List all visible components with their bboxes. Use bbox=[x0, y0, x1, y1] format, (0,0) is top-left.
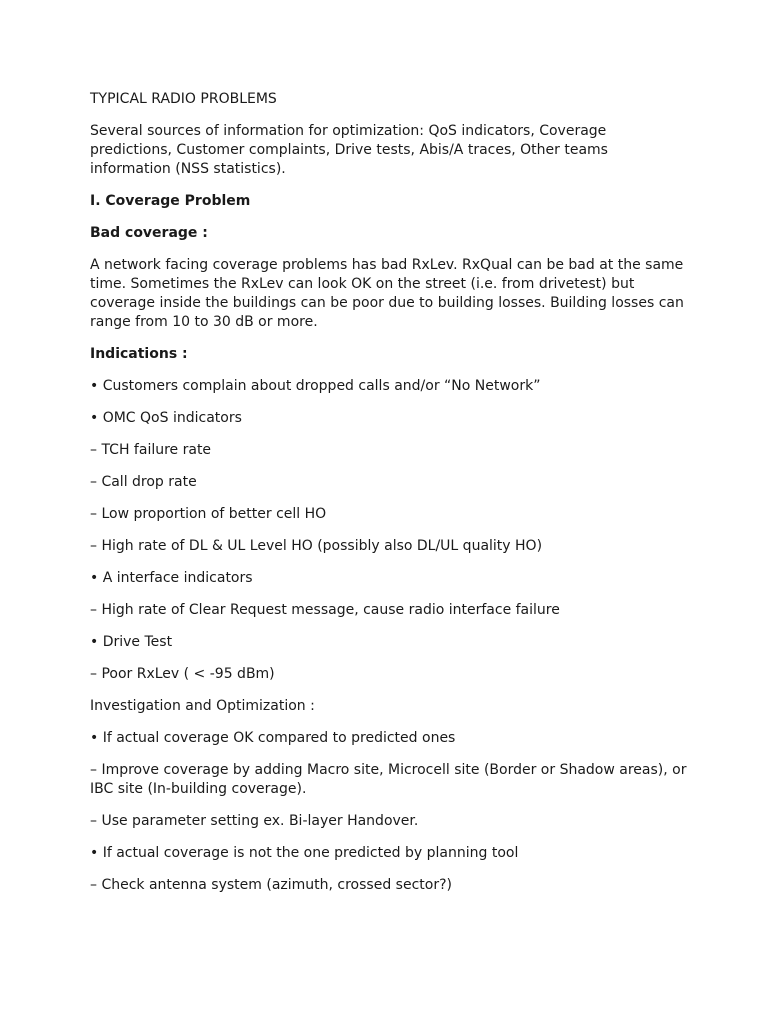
investigation-item: – Improve coverage by adding Macro site, Microcell site (Border or Shadow areas), or IBC site (In-building coverage). bbox=[90, 762, 687, 797]
section-heading: I. Coverage Problem bbox=[90, 193, 251, 209]
indication-item: – TCH failure rate bbox=[90, 442, 212, 458]
indication-item: – High rate of Clear Request message, cause radio interface failure bbox=[90, 602, 560, 618]
document-page bbox=[90, 90, 690, 895]
indication-item: • Drive Test bbox=[90, 634, 173, 650]
investigation-item: • If actual coverage OK compared to predicted ones bbox=[90, 730, 456, 746]
indication-item: – Call drop rate bbox=[90, 474, 197, 490]
indications-heading: Indications : bbox=[90, 346, 188, 362]
investigation-heading: Investigation and Optimization : bbox=[90, 698, 315, 714]
investigation-item: – Use parameter setting ex. Bi-layer Handover. bbox=[90, 813, 419, 829]
indication-item: • A interface indicators bbox=[90, 570, 253, 586]
investigation-item: – Check antenna system (azimuth, crossed sector?) bbox=[90, 877, 452, 893]
indication-item: • OMC QoS indicators bbox=[90, 410, 242, 426]
indication-item: – High rate of DL & UL Level HO (possibly also DL/UL quality HO) bbox=[90, 538, 543, 554]
document-title: TYPICAL RADIO PROBLEMS bbox=[90, 91, 277, 107]
indication-item: – Poor RxLev ( < -95 dBm) bbox=[90, 666, 275, 682]
indication-item: – Low proportion of better cell HO bbox=[90, 506, 327, 522]
indication-item: • Customers complain about dropped calls and/or “No Network” bbox=[90, 378, 541, 394]
investigation-item: • If actual coverage is not the one predicted by planning tool bbox=[90, 845, 519, 861]
bad-coverage-heading: Bad coverage : bbox=[90, 225, 208, 241]
bad-coverage-paragraph: A network facing coverage problems has bad RxLev. RxQual can be bad at the same time. Sometimes the RxLev can look OK on the street (i.e. from drivetest) but coverage inside the buildings can be poor due to building losses. Building losses can range from 10 to 30 dB or more. bbox=[90, 257, 684, 330]
intro-paragraph: Several sources of information for optimization: QoS indicators, Coverage predictions, Customer complaints, Drive tests, Abis/A traces, Other teams information (NSS statistics). bbox=[90, 123, 608, 177]
